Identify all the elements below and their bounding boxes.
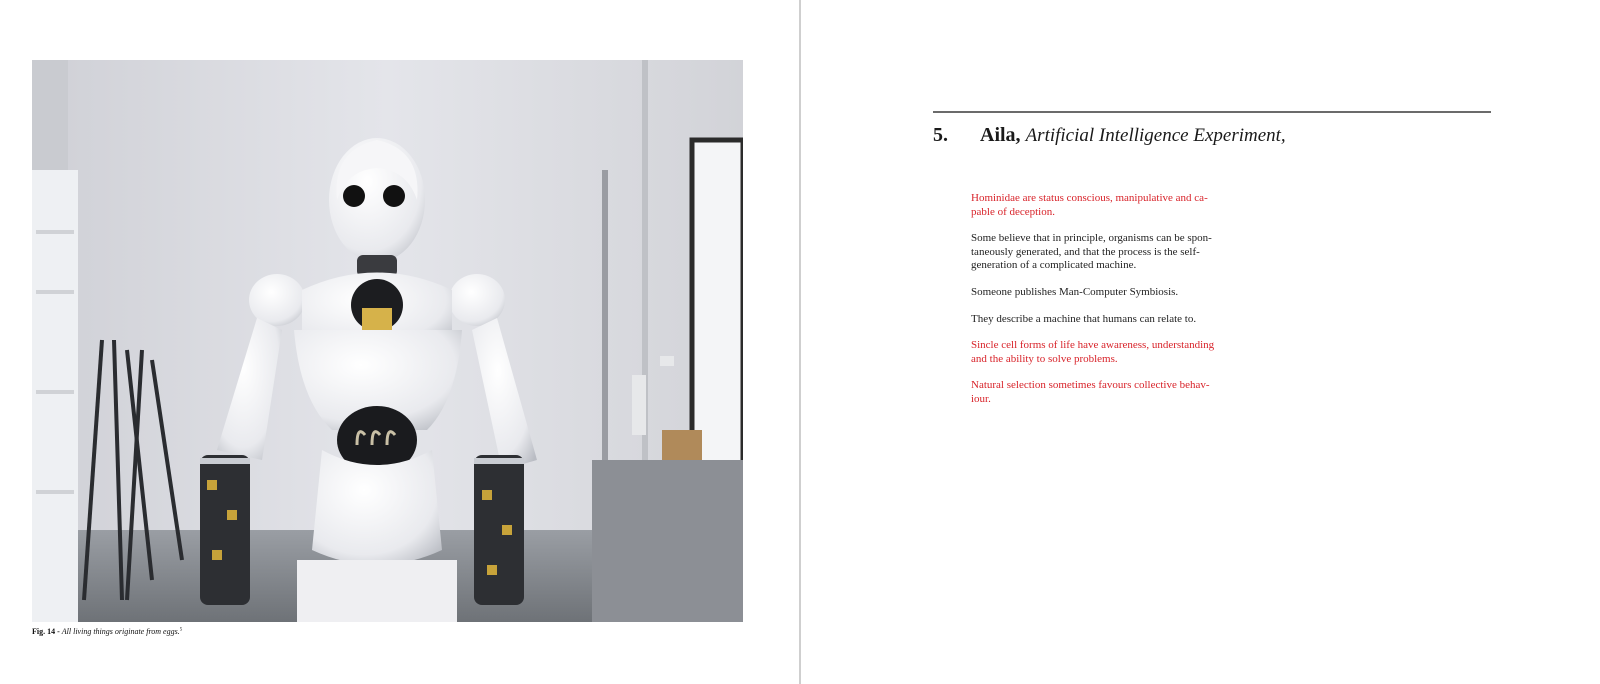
left-page <box>0 0 799 684</box>
caption-label: Fig. 14 - <box>32 627 60 636</box>
paragraph: Someone publishes Man-Computer Symbiosis. <box>971 285 1179 298</box>
chapter-heading <box>933 124 1286 147</box>
chapter-subtitle: Artificial Intelligence Experiment, <box>1025 125 1286 146</box>
chapter-number: 5. <box>933 124 948 146</box>
paragraph: Sincle cell forms of life have awareness, understanding and the ability to solve problems. <box>971 339 1215 365</box>
paragraph: They describe a machine that humans can relate to. <box>971 312 1197 325</box>
humanoid-robot-image <box>32 60 743 622</box>
heading-rule <box>933 111 1491 113</box>
chapter-body <box>971 192 1217 420</box>
paragraph: Natural selection sometimes favours collective behav-iour. <box>971 379 1210 405</box>
paragraph: Some believe that in principle, organisms can be spon-taneously generated, and that the process is the self-generation of a complicated machine. <box>971 232 1212 272</box>
caption-text: All living things originate from eggs. <box>61 627 180 636</box>
robot-photo <box>32 60 743 622</box>
figure-caption <box>32 627 182 636</box>
caption-footnote-ref: 5 <box>179 627 183 633</box>
chapter-name: Aila, <box>980 124 1021 146</box>
paragraph: Hominidae are status conscious, manipulative and ca-pable of deception. <box>971 192 1208 218</box>
